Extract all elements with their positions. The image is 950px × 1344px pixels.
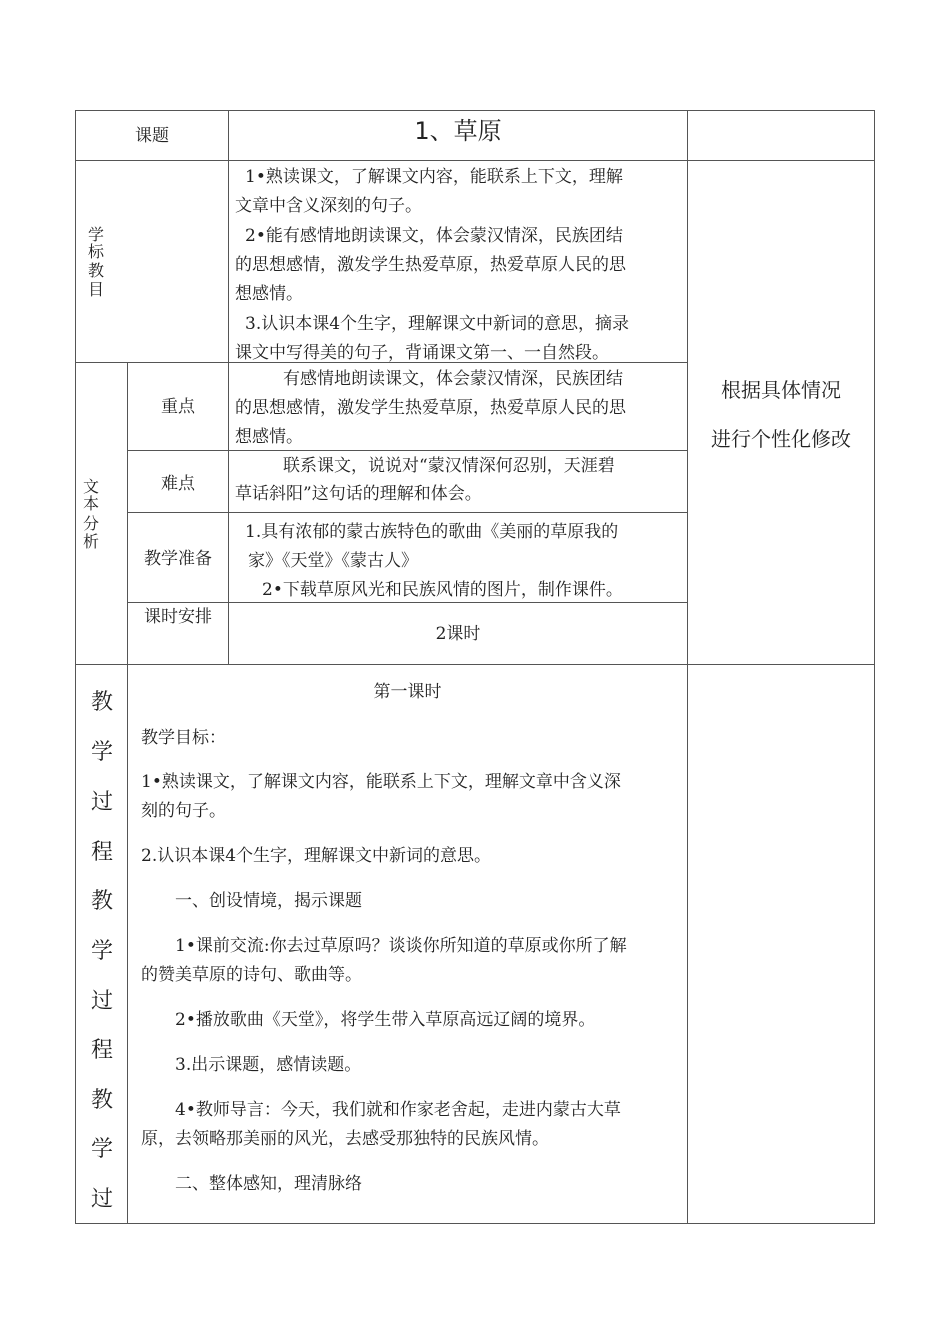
analysis-label-char: 析 xyxy=(82,532,99,551)
col-divider xyxy=(228,110,229,665)
difficulty-line: 草话斜阳”这句话的理解和体会。 xyxy=(235,484,482,504)
process-line: 2•播放歌曲《天堂》，将学生带入草原高远辽阔的境界。 xyxy=(175,1010,596,1030)
process-label-char: 学 xyxy=(90,939,113,964)
lesson-period-title: 第一课时 xyxy=(373,682,442,702)
process-line: 1•熟读课文，了解课文内容，能联系上下文，理解文章中含义深 xyxy=(141,772,621,792)
prep-line: 1.具有浓郁的蒙古族特色的歌曲《美丽的草原我的 xyxy=(245,522,619,542)
analysis-label-char: 分 xyxy=(82,514,99,533)
process-label-char: 教 xyxy=(90,1088,113,1113)
goal-heading: 教学目标： xyxy=(141,728,226,748)
process-label-char: 过 xyxy=(90,1187,113,1212)
objectives-label-char: 教 xyxy=(87,261,104,280)
difficulty-label: 难点 xyxy=(161,474,195,494)
schedule-label: 课时安排 xyxy=(144,607,212,627)
objectives-line: 文章中含义深刻的句子。 xyxy=(235,196,422,216)
side-note-line: 进行个性化修改 xyxy=(711,427,851,451)
key-points-line: 有感情地朗读课文，体会蒙汉情深，民族团结 xyxy=(283,369,623,389)
table-border-right xyxy=(874,110,875,1224)
row-divider xyxy=(127,512,687,513)
key-points-label: 重点 xyxy=(161,397,195,417)
lesson-title: 1、草原 xyxy=(414,117,502,145)
prep-label: 教学准备 xyxy=(144,549,212,569)
objectives-line: 想感情。 xyxy=(235,284,303,304)
process-label-char: 过 xyxy=(90,989,113,1014)
analysis-label-char: 文 xyxy=(82,477,99,496)
process-label-char: 学 xyxy=(90,1137,113,1162)
analysis-label-char: 本 xyxy=(82,494,99,513)
schedule-value: 2课时 xyxy=(435,624,481,644)
col-divider xyxy=(687,110,688,1224)
objectives-line: 1•熟读课文，了解课文内容，能联系上下文，理解 xyxy=(245,167,623,187)
prep-line: 2•下载草原风光和民族风情的图片，制作课件。 xyxy=(262,580,623,600)
row-divider xyxy=(75,664,875,665)
process-line: 1•课前交流:你去过草原吗？谈谈你所知道的草原或你所了解 xyxy=(175,936,627,956)
key-points-line: 想感情。 xyxy=(235,427,303,447)
process-line: 4•教师导言：今天，我们就和作家老舍起，走进内蒙古大草 xyxy=(175,1100,621,1120)
process-label-char: 过 xyxy=(90,790,113,815)
process-line: 的赞美草原的诗句、歌曲等。 xyxy=(141,965,362,985)
process-line: 2.认识本课4个生字，理解课文中新词的意思。 xyxy=(141,846,492,866)
prep-line: 家》《天堂》《蒙古人》 xyxy=(248,551,418,571)
process-line: 3.出示课题，感情读题。 xyxy=(175,1055,362,1075)
process-line: 刻的句子。 xyxy=(141,801,226,821)
section-heading: 一、创设情境，揭示课题 xyxy=(175,891,362,911)
row-divider xyxy=(75,160,875,161)
table-border-top xyxy=(75,110,875,111)
section-heading: 二、整体感知，理清脉络 xyxy=(175,1174,362,1194)
process-label-char: 教 xyxy=(90,889,113,914)
process-label-char: 学 xyxy=(90,740,113,765)
objectives-label-char: 目 xyxy=(87,280,104,299)
process-label-char: 程 xyxy=(90,1038,113,1063)
table-border-bottom xyxy=(75,1223,875,1224)
process-line: 原，去领略那美丽的风光，去感受那独特的民族风情。 xyxy=(141,1129,549,1149)
objectives-line: 的思想感情，激发学生热爱草原，热爱草原人民的思 xyxy=(235,255,626,275)
side-note-line: 根据具体情况 xyxy=(721,378,841,402)
process-label-char: 教 xyxy=(90,690,113,715)
row-divider xyxy=(127,450,687,451)
objectives-line: 3.认识本课4个生字，理解课文中新词的意思，摘录 xyxy=(245,314,630,334)
objectives-line: 课文中写得美的句子，背诵课文第一、一自然段。 xyxy=(235,343,609,363)
difficulty-line: 联系课文，说说对“蒙汉情深何忍别，天涯碧 xyxy=(283,456,615,476)
table-border-left xyxy=(75,110,76,1224)
key-points-line: 的思想感情，激发学生热爱草原，热爱草原人民的思 xyxy=(235,398,626,418)
objectives-label-char: 学 xyxy=(87,225,104,244)
objectives-label-char: 标 xyxy=(87,242,104,261)
process-label-char: 程 xyxy=(90,840,113,865)
objectives-line: 2•能有感情地朗读课文，体会蒙汉情深，民族团结 xyxy=(245,226,623,246)
lesson-label: 课题 xyxy=(135,126,169,146)
